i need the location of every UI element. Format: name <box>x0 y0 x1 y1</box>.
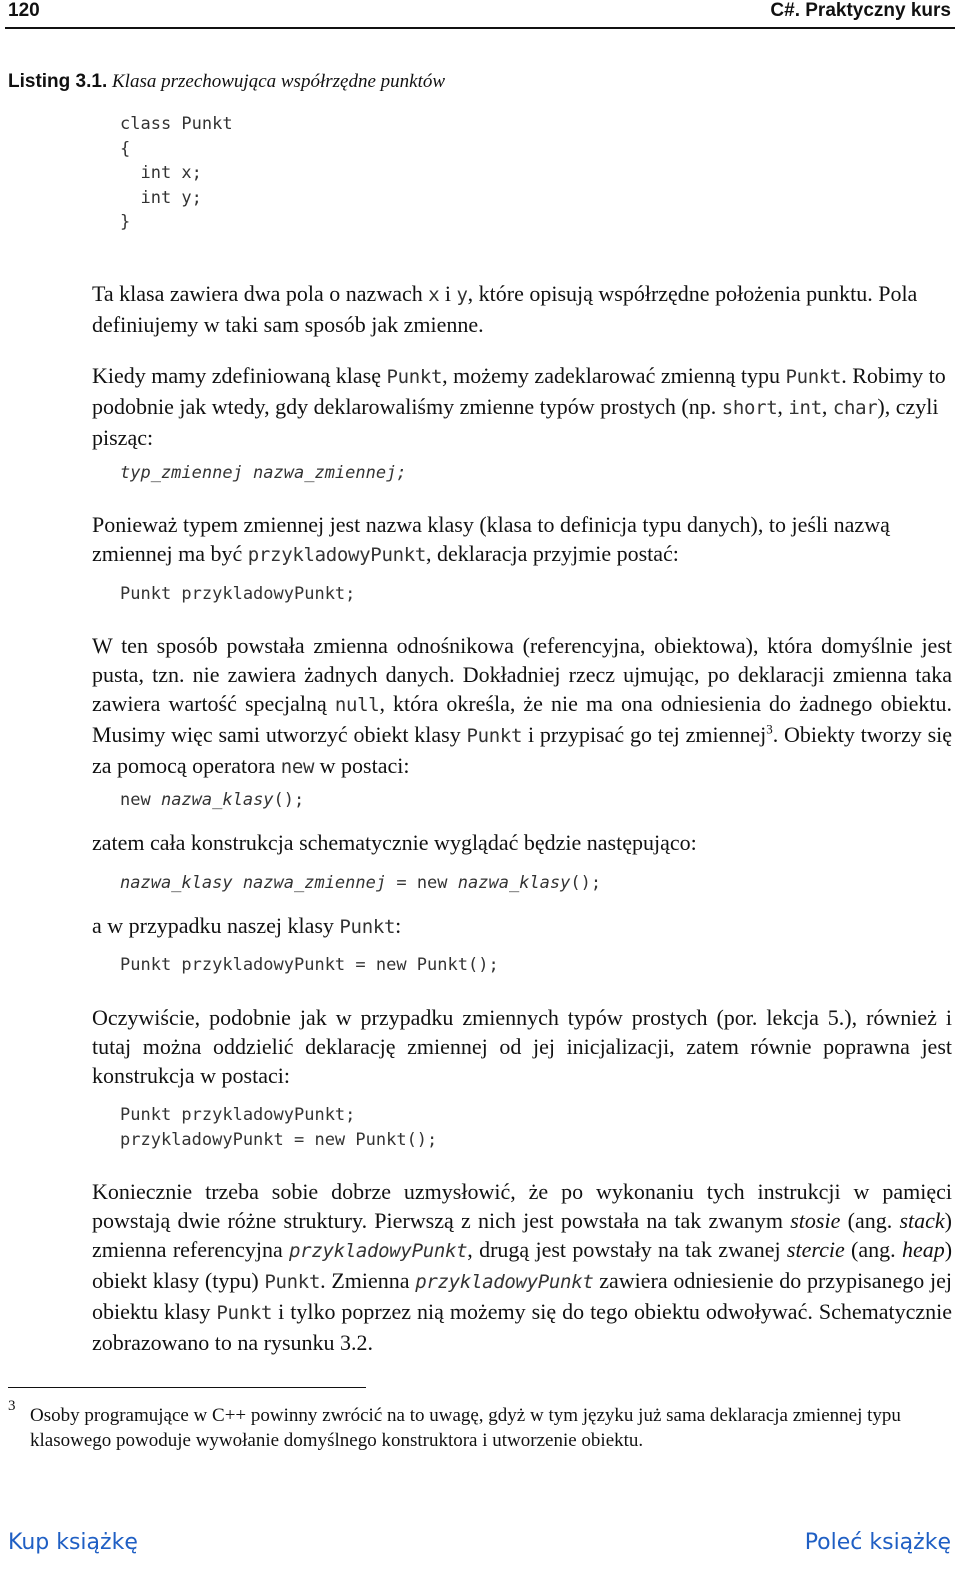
text: ), czyli pisząc: <box>92 394 939 450</box>
paragraph-reference <box>92 631 952 782</box>
text: Ponieważ typem zmiennej jest nazwa klasy (klasa to definicja typu danych), to jeśli nazwą zmiennej ma być <box>92 512 890 566</box>
text: zawiera odniesienie do przypisanego jej obiektu klasy <box>92 1268 952 1324</box>
text: , możemy zadeklarować zmienną typu <box>442 363 786 388</box>
code-inline: Punkt <box>466 725 523 747</box>
code-keyword: new <box>120 790 161 810</box>
code-inline: przykladowyPunkt <box>289 1240 468 1262</box>
code-line: typ_zmiennej nazwa_zmiennej; <box>120 463 407 483</box>
page-header <box>0 0 960 30</box>
code-inline: przykladowyPunkt <box>247 544 427 566</box>
term: stosie <box>790 1208 841 1233</box>
code-inline: y <box>456 284 468 306</box>
code-placeholder: nazwa_klasy nazwa_zmiennej <box>120 873 387 893</box>
text: . Robimy to podobnie jak wtedy, gdy deklarowaliśmy zmienne typów prostych (np. <box>92 363 946 419</box>
text: , które opisują współrzędne położenia punktu. Pola definiujemy w taki sam sposób jak zmienne. <box>92 281 918 337</box>
text: , deklaracja przyjmie postać: <box>426 541 679 566</box>
code-placeholder: nazwa_klasy <box>160 790 274 810</box>
paragraph-construction: zatem cała konstrukcja schematycznie wyglądać będzie następująco: <box>92 830 697 855</box>
term: heap <box>901 1237 945 1262</box>
paragraph-declare <box>92 361 952 452</box>
code-separate-init <box>120 1103 437 1152</box>
code-line: Punkt przykladowyPunkt; <box>120 1105 356 1125</box>
text: , drugą jest powstały na tak zwanej <box>467 1237 787 1262</box>
text: W ten sposób powstała zmienna odnośnikowa (referencyjna, obiektowa), która domyślnie jest pusta, tzn. nie zawiera żadnych danych. Dokładniej rzecz ujmując, po deklaracji zmienna taka zawiera wartość specjalną <box>92 633 952 716</box>
term: stercie <box>786 1237 845 1262</box>
text: (ang. <box>844 1237 902 1262</box>
header-rule <box>5 27 955 29</box>
code-inline: null <box>334 694 380 716</box>
text: Koniecznie trzeba sobie dobrze uzmysłowić, że po wykonaniu tych instrukcji w pamięci powstają dwie różne struktury. Pierwszą z nich jest powstała na tak zwanym <box>92 1179 952 1233</box>
code-inline: Punkt <box>216 1302 273 1324</box>
book-title: C#. Praktyczny kurs <box>770 0 951 21</box>
paragraph-fields <box>92 279 952 339</box>
code-inline: short <box>721 397 778 419</box>
code-line: Punkt przykladowyPunkt; <box>120 584 356 604</box>
listing-code <box>120 112 233 235</box>
text: Kiedy mamy zdefiniowaną klasę <box>92 363 387 388</box>
code-line: { <box>120 138 131 159</box>
code-new-schema <box>120 788 304 813</box>
code-full-schema <box>120 871 601 896</box>
text: . Zmienna <box>320 1268 416 1293</box>
text: i <box>439 281 457 306</box>
code-line: class Punkt <box>120 114 233 134</box>
term: stack <box>899 1208 945 1233</box>
code-declaration-schema <box>120 461 407 486</box>
code-inline: Punkt <box>264 1271 321 1293</box>
code-instantiation <box>120 953 499 978</box>
listing-title <box>8 70 445 94</box>
paragraph-type-name <box>92 510 952 570</box>
text: ) zmienna referencyjna <box>92 1208 952 1262</box>
code-inline: Punkt <box>339 916 396 938</box>
code-inline: new <box>280 756 315 778</box>
text: , która określa, że nie ma ona odniesienia do żadnego obiektu. Musimy więc sami utworzyć obiekt klasy <box>92 691 952 747</box>
code-declaration <box>120 582 355 607</box>
text: : <box>395 913 402 938</box>
code-text: (); <box>570 873 602 893</box>
code-inline: x <box>428 284 440 306</box>
code-line: int x; <box>120 163 202 183</box>
paragraph-our-class <box>92 911 952 942</box>
footnote-rule <box>8 1387 366 1388</box>
text: ) obiekt klasy (typu) <box>92 1237 953 1293</box>
text: , <box>821 394 833 419</box>
listing-caption: Klasa przechowująca współrzędne punktów <box>112 71 446 92</box>
text: , <box>777 394 789 419</box>
text: (ang. <box>840 1208 900 1233</box>
code-line: int y; <box>120 187 202 208</box>
code-inline: Punkt <box>785 366 842 388</box>
buy-book-link[interactable]: Kup książkę <box>8 1530 138 1555</box>
paragraph-separate-init: Oczywiście, podobnie jak w przypadku zmiennych typów prostych (por. lekcja 5.), również i tutaj można oddzielić deklarację zmiennej od jej inicjalizacji, zatem równie poprawna jest konstrukcja w postaci: <box>92 1005 952 1088</box>
text: a w przypadku naszej klasy <box>92 913 340 938</box>
code-placeholder: nazwa_klasy <box>457 873 571 893</box>
text: . Obiekty tworzy się za pomocą operatora <box>92 722 953 778</box>
text: i tylko poprzez nią możemy się do tego obiektu odwoływać. Schematycznie zobrazowano to na rysunku 3.2. <box>92 1299 952 1355</box>
recommend-book-link[interactable]: Poleć książkę <box>804 1530 951 1555</box>
code-line: } <box>120 212 131 232</box>
code-text: (); <box>273 790 305 810</box>
code-inline: Punkt <box>386 366 443 388</box>
code-line: Punkt przykladowyPunkt = new Punkt(); <box>120 955 499 975</box>
paragraph-memory <box>92 1177 952 1357</box>
text: w postaci: <box>314 753 410 778</box>
footnote-number: 3 <box>8 1398 16 1414</box>
code-inline: przykladowyPunkt <box>415 1271 594 1293</box>
text: i przypisać go tej zmiennej <box>522 722 767 747</box>
code-text: = new <box>386 873 458 893</box>
page-number: 120 <box>8 0 40 21</box>
text: Ta klasa zawiera dwa pola o nazwach <box>92 281 429 306</box>
code-line: przykladowyPunkt = new Punkt(); <box>120 1129 438 1150</box>
code-inline: int <box>788 397 822 419</box>
footnote-text: Osoby programujące w C++ powinny zwrócić na to uwagę, gdyż w tym języku już sama deklaracja zmiennej typu klasowego powoduje wywołanie domyślnego konstruktora i utworzenie obiektu. <box>30 1405 901 1451</box>
footnote-ref: 3 <box>766 721 773 737</box>
listing-label: Listing 3.1. <box>8 71 108 92</box>
code-inline: char <box>832 397 878 419</box>
